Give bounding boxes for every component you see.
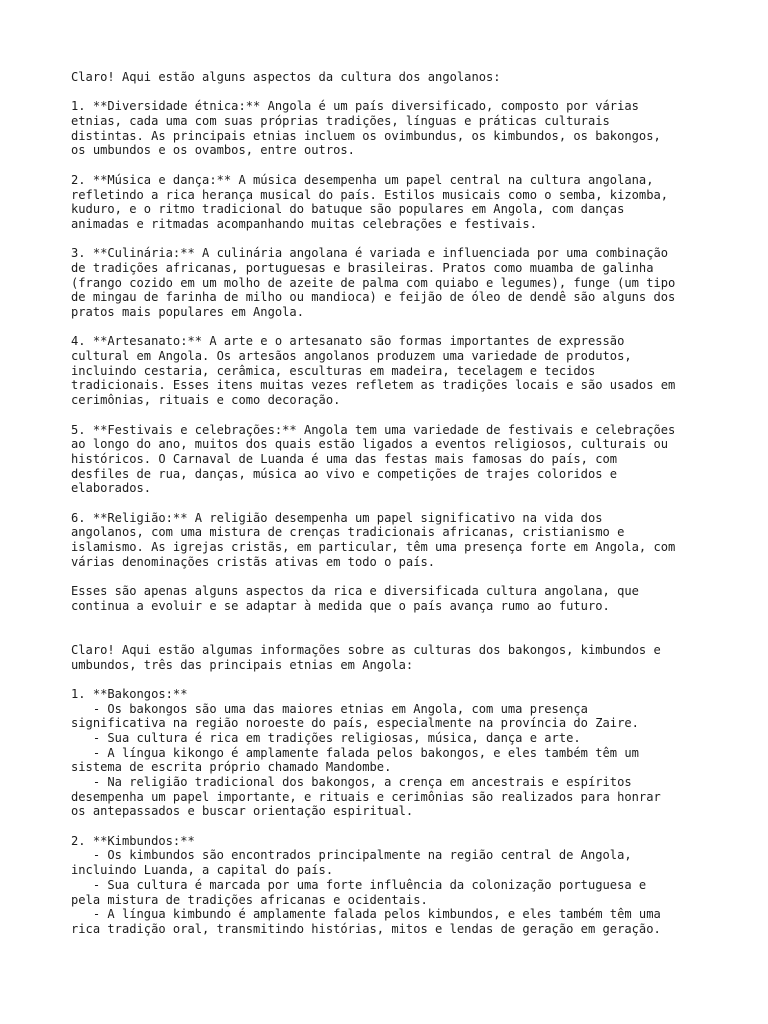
text-line: (frango cozido em um molho de azeite de palma com quiabo e legumes), funge (um tipo [71,275,676,290]
text-line: incluindo Luanda, a capital do país. [71,863,334,878]
text-line: pela mistura de tradições africanas e ocidentais. [71,892,428,907]
text-line: animadas e ritmadas acompanhando muitas celebrações e festivais. [71,216,537,231]
text-line: distintas. As principais etnias incluem os ovimbundus, os kimbundos, os bakongos, [71,128,661,143]
text-line [71,819,711,834]
text-line: - Os bakongos são uma das maiores etnias em Angola, com uma presença [71,701,588,716]
text-line: significativa na região noroeste do país, especialmente na província do Zaire. [71,716,639,731]
text-line: rica tradição oral, transmitindo histórias, mitos e lendas de geração em geração. [71,921,661,936]
text-line: sistema de escrita próprio chamado Mandombe. [71,760,392,775]
text-line [71,496,711,511]
text-line: Esses são apenas alguns aspectos da rica e diversificada cultura angolana, que [71,584,639,599]
text-line: islamismo. As igrejas cristãs, em particular, têm uma presença forte em Angola, com [71,540,676,554]
text-line: 2. **Kimbundos:** [71,833,195,848]
text-line [71,158,711,173]
text-line [71,320,711,335]
text-line: refletindo a rica herança musical do país. Estilos musicais como o semba, kizomba, [71,187,669,202]
text-line: de tradições africanas, portuguesas e brasileiras. Pratos como muamba de galinha [71,260,654,275]
text-line: - Os kimbundos são encontrados principalmente na região central de Angola, [71,848,632,863]
text-line: desempenha um papel importante, e rituais e cerimônias são realizados para honrar [71,789,661,804]
text-line: pratos mais populares em Angola. [71,305,304,319]
text-line: desfiles de rua, danças, música ao vivo e competições de trajes coloridos e [71,466,618,481]
text-line [71,569,711,584]
text-line [71,628,711,643]
text-line: 6. **Religião:** A religião desempenha um papel significativo na vida dos [71,510,603,525]
text-line: 3. **Culinária:** A culinária angolana é variada e influenciada por uma combinação [71,246,669,261]
text-line: Claro! Aqui estão alguns aspectos da cultura dos angolanos: [71,70,501,84]
text-line: umbundos, três das principais etnias em Angola: [71,657,414,672]
text-line: - Na religião tradicional dos bakongos, a crença em ancestrais e espíritos [71,775,632,789]
text-line: os antepassados e buscar orientação espiritual. [71,804,414,819]
text-line: ao longo do ano, muitos dos quais estão ligados a eventos religiosos, culturais ou [71,437,669,452]
text-line [71,408,711,423]
text-line: os umbundos e os ovambos, entre outros. [71,143,355,158]
text-line [71,613,711,628]
text-line: 4. **Artesanato:** A arte e o artesanato são formas importantes de expressão [71,334,625,349]
text-line: cultural em Angola. Os artesãos angolanos produzem uma variedade de produtos, [71,349,632,364]
text-line: angolanos, com uma mistura de crenças tradicionais africanas, cristianismo e [71,525,625,540]
text-line: continua a evoluir e se adaptar à medida que o país avança rumo ao futuro. [71,598,610,613]
text-line: etnias, cada uma com suas próprias tradições, línguas e práticas culturais [71,114,610,129]
text-line: várias denominações cristãs ativas em todo o país. [71,554,436,569]
text-line: cerimônias, rituais e como decoração. [71,393,341,408]
text-line: tradicionais. Esses itens muitas vezes refletem as tradições locais e são usados em [71,378,676,393]
text-line [71,85,711,100]
text-line [71,672,711,687]
text-line: Claro! Aqui estão algumas informações sobre as culturas dos bakongos, kimbundos e [71,642,661,657]
text-line: de mingau de farinha de milho ou mandioca) e feijão de óleo de dendê são alguns dos [71,290,676,305]
text-line: incluindo cestaria, cerâmica, esculturas em madeira, tecelagem e tecidos [71,363,596,378]
text-line: 1. **Bakongos:** [71,686,188,701]
text-line: históricos. O Carnaval de Luanda é uma das festas mais famosas do país, com [71,451,618,466]
text-line: - A língua kikongo é amplamente falada pelos bakongos, e eles também têm um [71,745,639,760]
text-line: kuduro, e o ritmo tradicional do batuque são populares em Angola, com danças [71,202,625,217]
text-line: 2. **Música e dança:** A música desempenha um papel central na cultura angolana, [71,172,654,187]
text-line: 1. **Diversidade étnica:** Angola é um país diversificado, composto por várias [71,99,639,114]
text-line [71,232,711,247]
text-line: - Sua cultura é rica em tradições religiosas, música, dança e arte. [71,730,581,745]
text-line: 5. **Festivais e celebrações:** Angola tem uma variedade de festivais e celebrações [71,422,676,437]
text-line: - Sua cultura é marcada por uma forte influência da colonização portuguesa e [71,877,647,892]
text-line: elaborados. [71,481,152,496]
document-body [71,70,711,937]
text-line: - A língua kimbundo é amplamente falada pelos kimbundos, e eles também têm uma [71,907,661,922]
